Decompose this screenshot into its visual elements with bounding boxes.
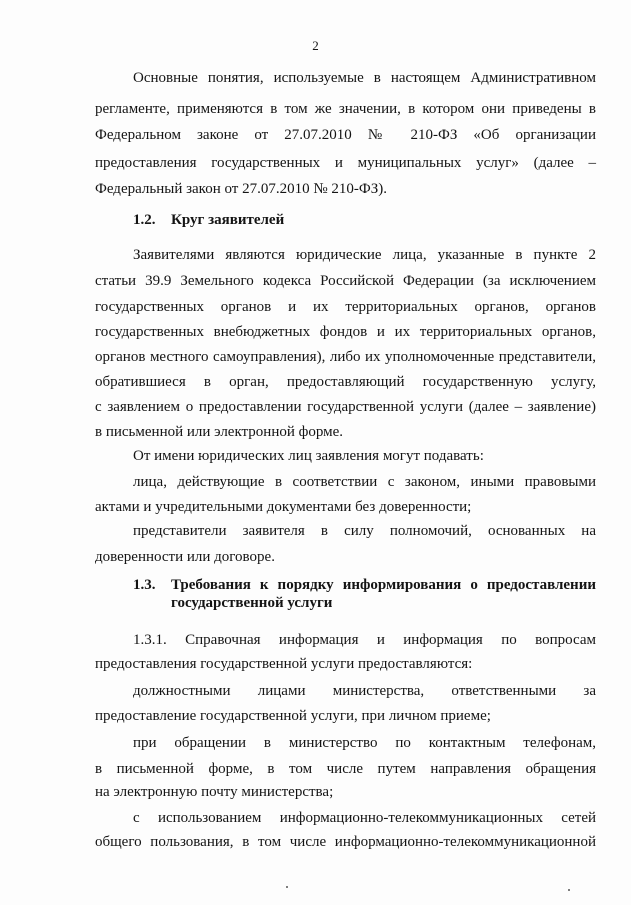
section-1-3-paragraph-line: 1.3.1. Справочная информация и информация по вопросам [133,632,596,648]
section-1-3-paragraph-line: на электронную почту министерства; [95,784,334,800]
intro-line: Основные понятия, используемые в настоящем Административном [133,70,596,86]
scan-speck [286,886,288,888]
section-1-2-paragraph-line: доверенности или договоре. [95,549,275,565]
section-1-3-paragraph-line: должностными лицами министерства, ответственными за [133,683,596,699]
section-1-2-paragraph-line: лица, действующие в соответствии с законом, иными правовыми [133,474,596,490]
section-1-2-paragraph-line: в письменной или электронной форме. [95,424,344,440]
section-1-2-paragraph-line: обратившиеся в орган, предоставляющий государственную услугу, [95,374,596,390]
section-1-2-number: 1.2. [133,212,156,228]
section-1-2-paragraph-line: с заявлением о предоставлении государственной услуги (далее – заявление) [95,399,596,415]
page-number: 2 [312,38,319,53]
section-1-2-paragraph-line: Заявителями являются юридические лица, указанные в пункте 2 [133,247,596,263]
section-1-3-number: 1.3. [133,577,156,593]
section-1-3-title-line: государственной услуги [171,595,333,611]
section-1-2-paragraph-line: представители заявителя в силу полномочий, основанных на [133,523,596,539]
section-1-2-title: Круг заявителей [171,212,285,228]
section-1-3-paragraph-line: в письменной форме, в том числе путем направления обращения [95,761,596,777]
section-1-2-paragraph-line: От имени юридических лиц заявления могут подавать: [133,448,484,464]
intro-line: Федеральный закон от 27.07.2010 № 210-ФЗ). [95,181,388,197]
section-1-3-title-line: Требования к порядку информирования о предоставлении [171,577,596,593]
section-1-3-paragraph-line: общего пользования, в том числе информационно-телекоммуникационной [95,834,596,850]
section-1-2-paragraph-line: актами и учредительными документами без доверенности; [95,499,472,515]
intro-line: регламенте, применяются в том же значении, в котором они приведены в [95,101,596,117]
section-1-3-paragraph-line: предоставления государственной услуги предоставляются: [95,656,473,672]
section-1-2-paragraph-line: государственных внебюджетных фондов и их территориальных органов, [95,324,596,340]
section-1-2-paragraph-line: государственных органов и их территориальных органов, органов [95,299,596,315]
section-1-3-paragraph-line: предоставление государственной услуги, при личном приеме; [95,708,491,724]
intro-line: Федеральном законе от 27.07.2010 № 210-ФЗ «Об организации [95,127,596,143]
section-1-2-paragraph-line: статьи 39.9 Земельного кодекса Российской Федерации (за исключением [95,273,596,289]
intro-line: предоставления государственных и муниципальных услуг» (далее – [95,155,596,171]
scan-speck [568,889,570,891]
section-1-2-paragraph-line: органов местного самоуправления), либо их уполномоченные представители, [95,349,596,365]
section-1-3-paragraph-line: при обращении в министерство по контактным телефонам, [133,735,596,751]
section-1-3-paragraph-line: с использованием информационно-телекоммуникационных сетей [133,810,596,826]
